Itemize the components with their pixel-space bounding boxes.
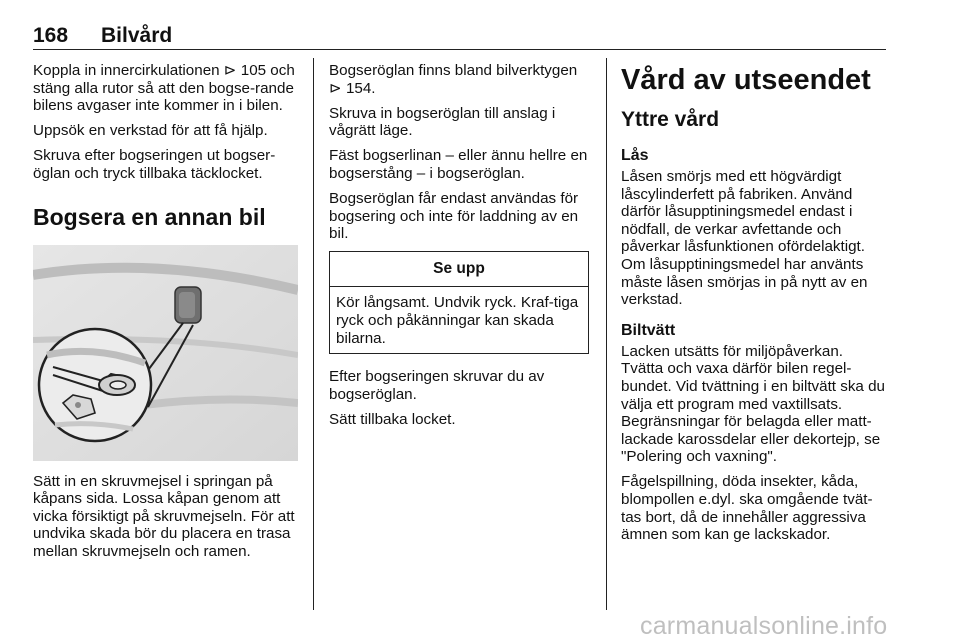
- warning-box: [329, 251, 589, 354]
- paragraph: Sätt tillbaka locket.: [329, 410, 456, 428]
- heading-locks: Lås: [621, 147, 649, 164]
- column-3: [621, 62, 889, 551]
- paragraph: Skruva in bogseröglan till anslag i vågrätt läge.: [329, 104, 556, 140]
- paragraph: Efter bogseringen skruvar du av bogseröglan.: [329, 368, 545, 403]
- subsection-title: Yttre vård: [621, 108, 720, 131]
- watermark: carmanualsonline.info: [640, 612, 888, 640]
- paragraph: Låsen smörjs med ett högvärdigt låscylinderfett på fabriken. Använd därför låsupptiningsmedel endast i nödfall, de verkar avfettande och påverkar låsfunktionen ofördelaktigt. Om låsupptiningsmedel har använts måste låsen smörjas in på nytt av en verkstad.: [621, 168, 868, 309]
- paragraph: Uppsök en verkstad för att få hjälp.: [33, 122, 268, 140]
- column-1: [33, 62, 301, 568]
- heading-car-wash: Biltvätt: [621, 321, 676, 339]
- column-divider: [313, 58, 314, 610]
- page-header: [33, 24, 886, 50]
- paragraph: Lacken utsätts för miljöpåverkan. Tvätta och vaxa därför bilen regel-bundet. Vid tvättning i en biltvätt ska du välja ett program med vaxtillsats. Begränsningar för belagda eller matt-lackade karossdelar eller dekortejp, se "Polering och vaxning".: [621, 342, 885, 466]
- paragraph: Koppla in innercirkulationen ⊳ 105 och stäng alla rutor så att den bogse-rande bilens avgaser inte kommer in i bilen.: [33, 62, 295, 115]
- warning-title: Se upp: [330, 252, 588, 288]
- towing-cover-illustration: [33, 245, 298, 461]
- paragraph: Bogseröglan finns bland bilverktygen ⊳ 154.: [329, 62, 578, 97]
- page-number: 168: [33, 24, 69, 47]
- paragraph: Bogseröglan får endast användas för bogsering och inte för laddning av en bil.: [329, 190, 579, 243]
- chapter-title: Vård av utseendet: [621, 64, 871, 96]
- paragraph: Sätt in en skruvmejsel i springan på kåpans sida. Lossa kåpan genom att vicka försiktigt på skruvmejseln. För att undvika skada bör du placera en trasa mellan skruvmejseln och ramen.: [33, 472, 295, 560]
- heading-tow-other-car: Bogsera en annan bil: [33, 203, 266, 230]
- header-rule: [33, 49, 886, 50]
- paragraph: Skruva efter bogseringen ut bogser-öglan och tryck tillbaka täcklocket.: [33, 147, 276, 182]
- section-title: Bilvård: [101, 24, 173, 47]
- paragraph: Fågelspillning, döda insekter, kåda, blompollen e.dyl. ska omgående tvät-tas bort, då de innehåller aggressiva ämnen som kan ge lackskador.: [621, 473, 873, 544]
- warning-text: Kör långsamt. Undvik ryck. Kraf-tiga ryck och påkänningar kan skada bilarna.: [336, 294, 579, 347]
- column-divider: [606, 58, 607, 610]
- column-2: [329, 62, 593, 436]
- paragraph: Fäst bogserlinan – eller ännu hellre en bogserstång – i bogseröglan.: [329, 147, 588, 182]
